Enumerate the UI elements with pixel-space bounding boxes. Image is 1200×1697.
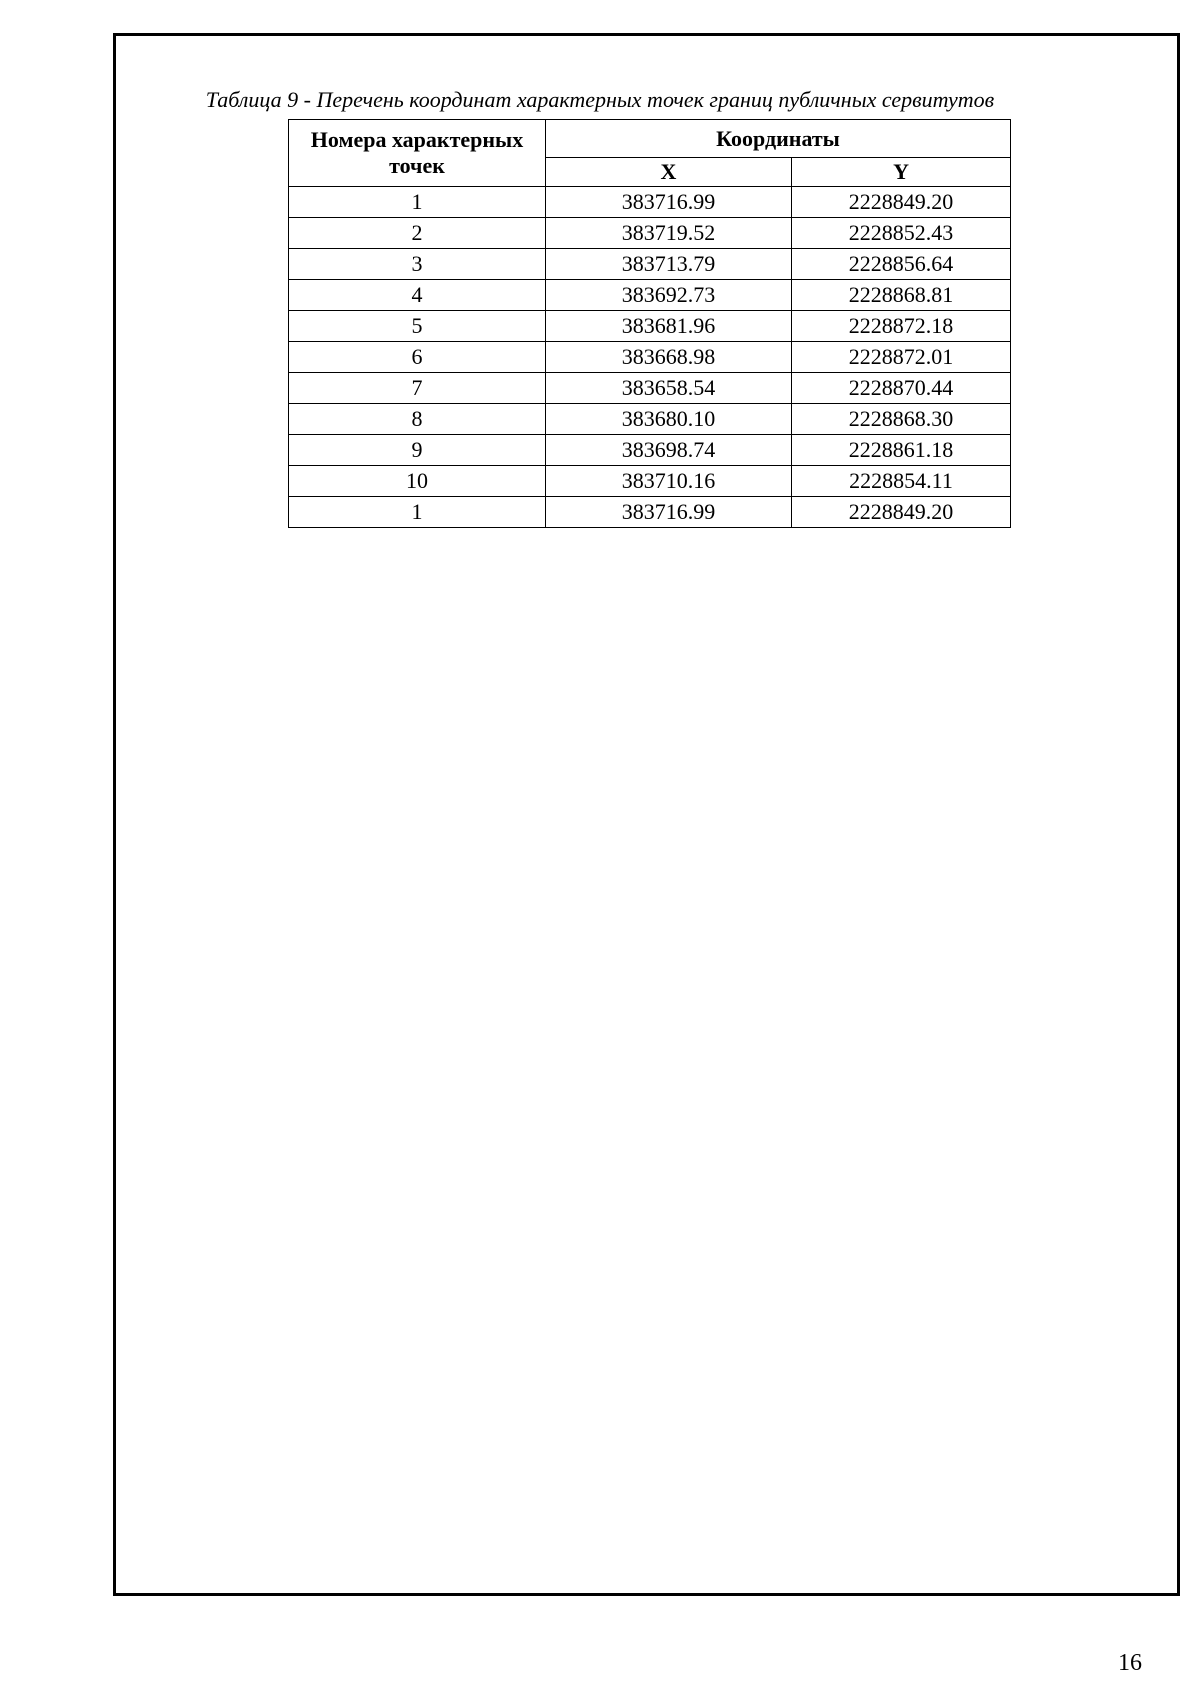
header-y: Y (792, 158, 1011, 187)
point-cell: 1 (289, 497, 546, 528)
table-row (289, 497, 1011, 528)
header-points: Номера характерных точек (289, 120, 546, 187)
y-cell: 2228868.30 (792, 404, 1011, 435)
table-row (289, 311, 1011, 342)
header-coordinates: Координаты (546, 120, 1011, 158)
page-number: 16 (1118, 1650, 1142, 1676)
table-row (289, 218, 1011, 249)
point-cell: 4 (289, 280, 546, 311)
y-cell: 2228872.01 (792, 342, 1011, 373)
x-cell: 383710.16 (546, 466, 792, 497)
y-cell: 2228849.20 (792, 187, 1011, 218)
table-row (289, 187, 1011, 218)
x-cell: 383713.79 (546, 249, 792, 280)
x-cell: 383719.52 (546, 218, 792, 249)
y-cell: 2228852.43 (792, 218, 1011, 249)
y-cell: 2228849.20 (792, 497, 1011, 528)
table-row (289, 404, 1011, 435)
point-cell: 7 (289, 373, 546, 404)
point-cell: 9 (289, 435, 546, 466)
point-cell: 8 (289, 404, 546, 435)
x-cell: 383716.99 (546, 187, 792, 218)
coordinates-table (288, 119, 1011, 528)
x-cell: 383681.96 (546, 311, 792, 342)
x-cell: 383680.10 (546, 404, 792, 435)
header-x: X (546, 158, 792, 187)
table-row (289, 342, 1011, 373)
x-cell: 383698.74 (546, 435, 792, 466)
x-cell: 383716.99 (546, 497, 792, 528)
point-cell: 10 (289, 466, 546, 497)
table-row (289, 435, 1011, 466)
point-cell: 6 (289, 342, 546, 373)
point-cell: 3 (289, 249, 546, 280)
table-body (289, 187, 1011, 528)
table-caption: Таблица 9 - Перечень координат характерных точек границ публичных сервитутов (205, 87, 995, 112)
x-cell: 383658.54 (546, 373, 792, 404)
y-cell: 2228868.81 (792, 280, 1011, 311)
x-cell: 383692.73 (546, 280, 792, 311)
point-cell: 5 (289, 311, 546, 342)
y-cell: 2228870.44 (792, 373, 1011, 404)
y-cell: 2228861.18 (792, 435, 1011, 466)
point-cell: 1 (289, 187, 546, 218)
table-row (289, 280, 1011, 311)
table-row (289, 249, 1011, 280)
y-cell: 2228854.11 (792, 466, 1011, 497)
table-row (289, 373, 1011, 404)
y-cell: 2228856.64 (792, 249, 1011, 280)
x-cell: 383668.98 (546, 342, 792, 373)
table-row (289, 466, 1011, 497)
point-cell: 2 (289, 218, 546, 249)
y-cell: 2228872.18 (792, 311, 1011, 342)
